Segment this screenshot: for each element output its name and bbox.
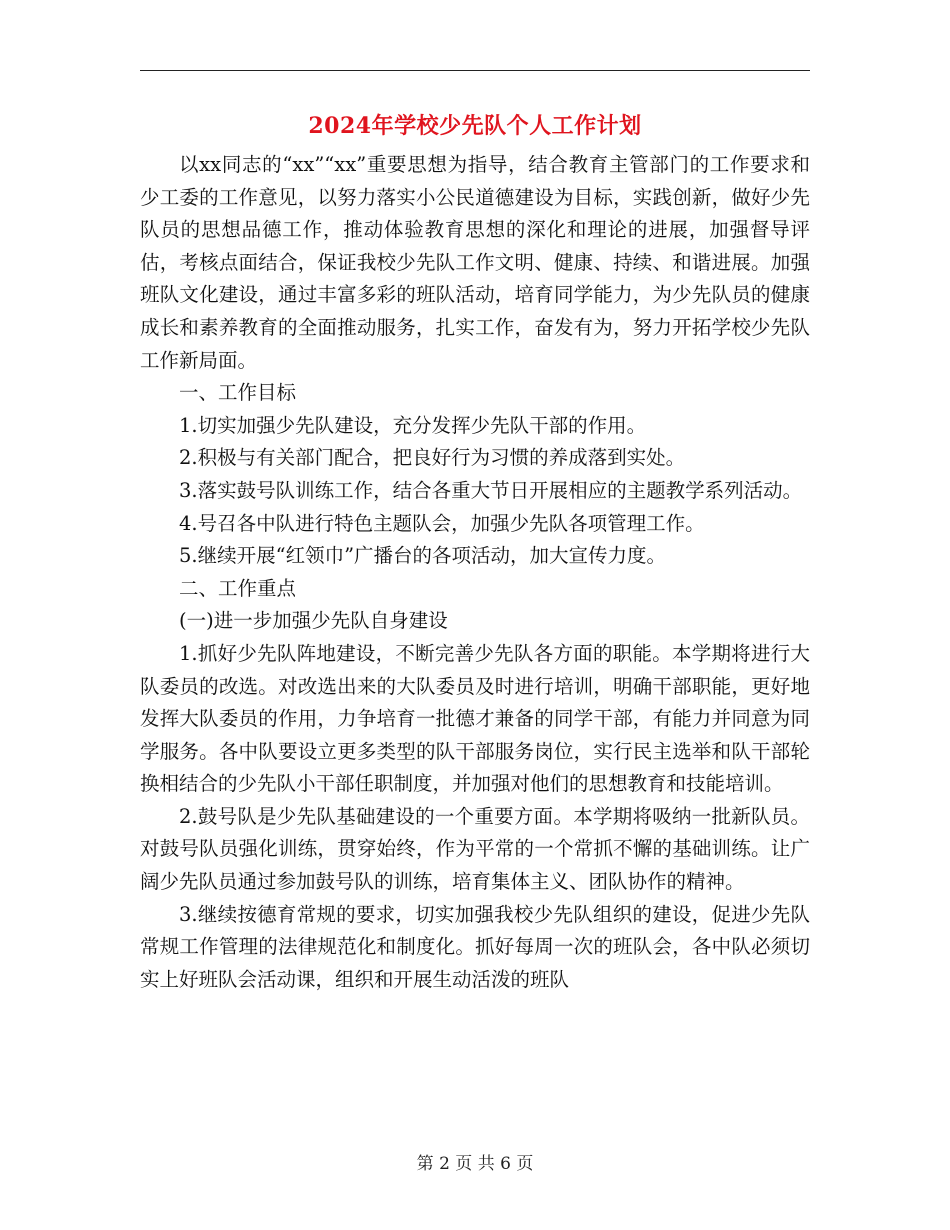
goal-item-5: 5.继续开展“红领巾”广播台的各项活动，加大宣传力度。: [179, 544, 667, 568]
document-body: [140, 149, 810, 996]
page-number: 第 2 页 共 6 页: [416, 1154, 534, 1174]
section-heading-goals: 一、工作目标: [179, 381, 297, 405]
focus-item-2: 2.鼓号队是少先队基础建设的一个重要方面。本学期将吸纳一批新队员。对鼓号队员强化训练，贯穿始终，作为平常的一个常抓不懈的基础训练。让广阔少先队员通过参加鼓号队的训练，培育集体主义、团队协作的精神。: [140, 804, 810, 894]
intro-paragraph: 以xx同志的“xx”“xx”重要思想为指导，结合教育主管部门的工作要求和少工委的工作意见，以努力落实小公民道德建设为目标，实践创新，做好少先队员的思想品德工作，推动体验教育思想的深化和理论的进展，加强督导评估，考核点面结合，保证我校少先队工作文明、健康、持续、和谐进展。加强班队文化建设，通过丰富多彩的班队活动，培育同学能力，为少先队员的健康成长和素养教育的全面推动服务，扎实工作，奋发有为，努力开拓学校少先队工作新局面。: [140, 153, 810, 372]
subsection-heading-1: (一)进一步加强少先队自身建设: [179, 609, 448, 633]
section-heading-focus: 二、工作重点: [179, 576, 297, 600]
header-rule: [140, 70, 810, 71]
goal-item-1: 1.切实加强少先队建设，充分发挥少先队干部的作用。: [179, 413, 647, 437]
focus-item-3: 3.继续按德育常规的要求，切实加强我校少先队组织的建设，促进少先队常规工作管理的法律规范化和制度化。抓好每周一次的班队会，各中队必须切实上好班队会活动课，组织和开展生动活泼的班队: [140, 902, 810, 991]
goal-item-4: 4.号召各中队进行特色主题队会，加强少先队各项管理工作。: [179, 511, 705, 535]
goal-item-2: 2.积极与有关部门配合，把良好行为习惯的养成落到实处。: [179, 446, 686, 470]
document-title: 2024年学校少先队个人工作计划: [308, 113, 642, 139]
goal-item-3: 3.落实鼓号队训练工作，结合各重大节日开展相应的主题教学系列活动。: [179, 478, 803, 502]
focus-item-1: 1.抓好少先队阵地建设，不断完善少先队各方面的职能。本学期将进行大队委员的改选。对改选出来的大队委员及时进行培训，明确干部职能，更好地发挥大队委员的作用，力争培育一批德才兼备的同学干部，有能力并同意为同学服务。各中队要设立更多类型的队干部服务岗位，实行民主选举和队干部轮换相结合的少先队小干部任职制度，并加强对他们的思想教育和技能培训。: [140, 641, 810, 796]
